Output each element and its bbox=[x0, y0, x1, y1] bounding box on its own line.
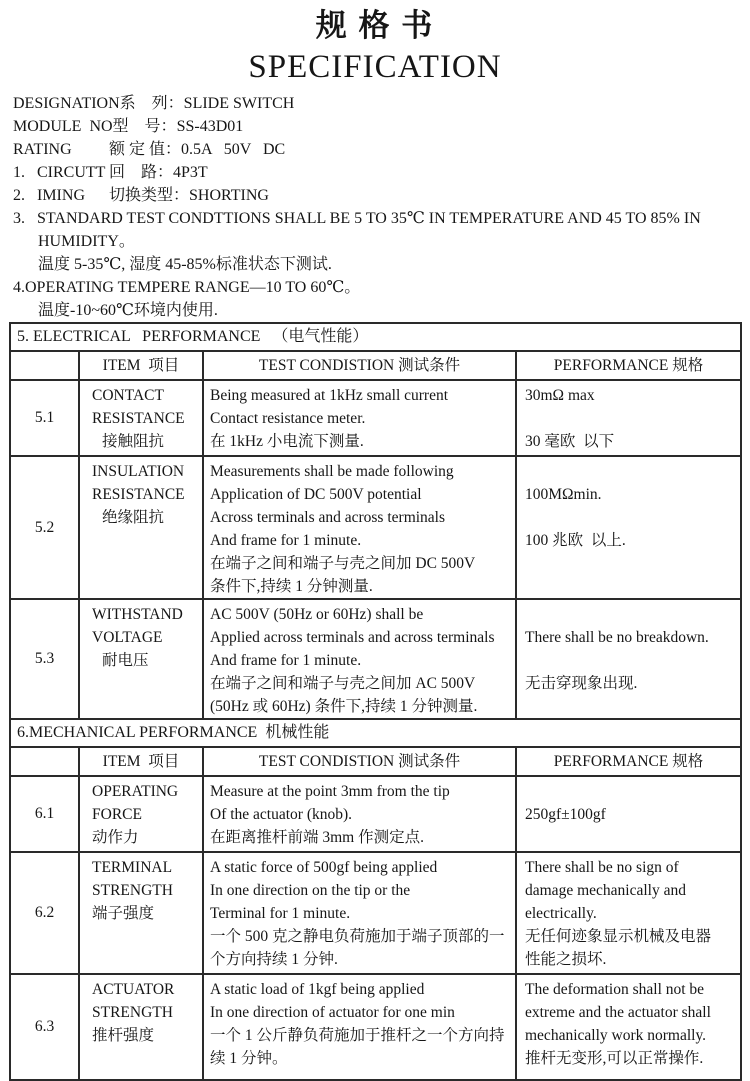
text-line: 一个 500 克之静电负荷施加于端子顶部的一 bbox=[210, 928, 505, 945]
text-line: And frame for 1 minute. bbox=[210, 652, 362, 669]
text-line: electrically. bbox=[525, 905, 597, 922]
test-condition-cell bbox=[204, 853, 517, 973]
text-line: mechanically work normally. bbox=[525, 1027, 707, 1044]
text-line: 接触阻抗 bbox=[102, 433, 165, 450]
rating-value: 0.5A 50V DC bbox=[181, 141, 286, 158]
column-header-performance: PERFORMANCE 规格 bbox=[553, 753, 704, 770]
rating-label: RATING bbox=[13, 141, 72, 158]
text-line: A static force of 500gf being applied bbox=[210, 859, 438, 876]
circuit-value: 4P3T bbox=[173, 164, 208, 181]
timing-label-cjk: 切换类型： bbox=[109, 187, 190, 204]
table-row-terminal-strength bbox=[11, 853, 740, 975]
text-line: 无任何迹象显示机械及电器 bbox=[525, 928, 712, 945]
item-cell bbox=[80, 457, 204, 598]
document-title-english: SPECIFICATION bbox=[248, 49, 502, 85]
text-line: 条件下,持续 1 分钟测量. bbox=[210, 578, 373, 595]
text-line: There shall be no sign of bbox=[525, 859, 679, 876]
performance-cell bbox=[517, 975, 740, 1079]
text-line: Measure at the point 3mm from the tip bbox=[210, 783, 450, 800]
text-line: 绝缘阻抗 bbox=[102, 509, 165, 526]
text-line: There shall be no breakdown. bbox=[525, 629, 709, 646]
text-line: RESISTANCE bbox=[92, 486, 185, 503]
specification-document bbox=[0, 6, 750, 1067]
text-line bbox=[525, 506, 740, 529]
text-line: 在距离推杆前端 3mm 作测定点. bbox=[210, 829, 424, 846]
text-line bbox=[525, 649, 740, 672]
text-line: 30 毫欧 以下 bbox=[525, 433, 615, 450]
electrical-section-title: 5. ELECTRICAL PERFORMANCE （电气性能） bbox=[11, 324, 740, 352]
text-line: 在端子之间和端子与壳之间加 DC 500V bbox=[210, 555, 476, 572]
test-condition-cell bbox=[204, 777, 517, 851]
text-line: 耐电压 bbox=[102, 652, 149, 669]
test-condition-cell bbox=[204, 381, 517, 455]
text-line: In one direction on the tip or the bbox=[210, 882, 411, 899]
text-line: VOLTAGE bbox=[92, 629, 163, 646]
timing-line bbox=[13, 184, 750, 207]
text-line bbox=[525, 407, 740, 430]
test-condition-cell bbox=[204, 600, 517, 718]
performance-cell bbox=[517, 600, 740, 718]
text-line: Of the actuator (knob). bbox=[210, 806, 353, 823]
text-line: Being measured at 1kHz small current bbox=[210, 387, 449, 404]
text-line: RESISTANCE bbox=[92, 410, 185, 427]
column-header-test-condition: TEST CONDISTION 测试条件 bbox=[204, 748, 517, 775]
electrical-performance-table bbox=[9, 322, 742, 720]
performance-cell bbox=[517, 777, 740, 851]
text-line: OPERATING bbox=[92, 783, 179, 800]
row-number: 5.2 bbox=[11, 457, 80, 598]
text-line bbox=[525, 780, 740, 803]
text-line: And frame for 1 minute. bbox=[210, 532, 362, 549]
item-cell bbox=[80, 600, 204, 718]
table-row-contact-resistance bbox=[11, 381, 740, 457]
text-line: 动作力 bbox=[92, 829, 139, 846]
operating-temp-range-cjk: 温度-10~60℃环境内使用. bbox=[38, 302, 218, 319]
text-line: WITHSTAND bbox=[92, 606, 183, 623]
text-line: Across terminals and across terminals bbox=[210, 509, 446, 526]
rating-line bbox=[13, 138, 750, 161]
text-line: The deformation shall not be bbox=[525, 981, 705, 998]
item-cell bbox=[80, 777, 204, 851]
table-row-operating-force bbox=[11, 777, 740, 853]
text-line: extreme and the actuator shall bbox=[525, 1004, 711, 1021]
timing-value: SHORTING bbox=[189, 187, 269, 204]
module-no-value: SS-43D01 bbox=[176, 118, 244, 135]
item-cell bbox=[80, 381, 204, 455]
column-header-performance: PERFORMANCE 规格 bbox=[553, 357, 704, 374]
text-line: Measurements shall be made following bbox=[210, 463, 454, 480]
item-cell bbox=[80, 975, 204, 1079]
performance-cell bbox=[517, 853, 740, 973]
text-line: 在端子之间和端子与壳之间加 AC 500V bbox=[210, 675, 476, 692]
text-line bbox=[525, 460, 740, 483]
text-line: 250gf±100gf bbox=[525, 806, 606, 823]
text-line: Applied across terminals and across terminals bbox=[210, 629, 495, 646]
mechanical-performance-table bbox=[9, 720, 742, 1081]
text-line: 端子强度 bbox=[92, 905, 155, 922]
operating-temp-range-line: 4.OPERATING TEMPERE RANGE—10 TO 60℃。 bbox=[13, 279, 361, 296]
column-header-item: ITEM 项目 bbox=[80, 352, 204, 379]
text-line: Contact resistance meter. bbox=[210, 410, 366, 427]
text-line: (50Hz 或 60Hz) 条件下,持续 1 分钟测量. bbox=[210, 698, 478, 715]
circuit-label: 1. CIRCUTT bbox=[13, 164, 106, 181]
text-line: A static load of 1kgf being applied bbox=[210, 981, 425, 998]
module-no-label: MODULE NO bbox=[13, 118, 113, 135]
text-line: STRENGTH bbox=[92, 1004, 173, 1021]
text-line bbox=[525, 603, 740, 626]
timing-label: 2. IMING bbox=[13, 187, 85, 204]
text-line: 性能之损坏. bbox=[525, 951, 607, 968]
designation-value: SLIDE SWITCH bbox=[183, 95, 295, 112]
electrical-header-row bbox=[11, 352, 740, 381]
text-line: 一个 1 公斤静负荷施加于推杆之一个方向持 bbox=[210, 1027, 505, 1044]
text-line: damage mechanically and bbox=[525, 882, 686, 899]
text-line: 100 兆欧 以上. bbox=[525, 532, 626, 549]
text-line: 100MΩmin. bbox=[525, 486, 602, 503]
text-line: CONTACT bbox=[92, 387, 164, 404]
circuit-label-cjk: 回 路： bbox=[109, 164, 174, 181]
performance-cell bbox=[517, 381, 740, 455]
column-header-item: ITEM 项目 bbox=[80, 748, 204, 775]
text-line: 续 1 分钟。 bbox=[210, 1050, 288, 1067]
module-no-label-cjk: 型 号： bbox=[112, 118, 177, 135]
row-number: 5.3 bbox=[11, 600, 80, 718]
text-line: 30mΩ max bbox=[525, 387, 595, 404]
text-line: TERMINAL bbox=[92, 859, 173, 876]
text-line: 无击穿现象出现. bbox=[525, 675, 638, 692]
text-line: ACTUATOR bbox=[92, 981, 175, 998]
standard-test-conditions-line1: 3. STANDARD TEST CONDTTIONS SHALL BE 5 TO 35℃ IN TEMPERATURE AND 45 TO 85% IN bbox=[13, 210, 701, 227]
column-header-test-condition: TEST CONDISTION 测试条件 bbox=[204, 352, 517, 379]
text-line: In one direction of actuator for one min bbox=[210, 1004, 455, 1021]
table-row-withstand-voltage bbox=[11, 600, 740, 718]
header-empty-cell bbox=[11, 748, 80, 775]
standard-test-conditions-line2: HUMIDITY。 bbox=[38, 233, 135, 250]
text-line: Application of DC 500V potential bbox=[210, 486, 422, 503]
row-number: 6.1 bbox=[11, 777, 80, 851]
mechanical-section-title: 6.MECHANICAL PERFORMANCE 机械性能 bbox=[11, 720, 740, 748]
performance-cell bbox=[517, 457, 740, 598]
header-info-block bbox=[13, 92, 750, 322]
designation-line bbox=[13, 92, 750, 115]
mechanical-header-row bbox=[11, 748, 740, 777]
text-line: 个方向持续 1 分钟. bbox=[210, 951, 338, 968]
text-line: INSULATION bbox=[92, 463, 185, 480]
header-empty-cell bbox=[11, 352, 80, 379]
table-row-insulation-resistance bbox=[11, 457, 740, 600]
test-condition-cell bbox=[204, 975, 517, 1079]
text-line: AC 500V (50Hz or 60Hz) shall be bbox=[210, 606, 424, 623]
item-cell bbox=[80, 853, 204, 973]
designation-label-cjk: 系 列： bbox=[119, 95, 184, 112]
table-row-actuator-strength bbox=[11, 975, 740, 1079]
row-number: 5.1 bbox=[11, 381, 80, 455]
row-number: 6.2 bbox=[11, 853, 80, 973]
text-line: 在 1kHz 小电流下测量. bbox=[210, 433, 364, 450]
rating-label-cjk: 额 定 值： bbox=[109, 141, 182, 158]
text-line: FORCE bbox=[92, 806, 142, 823]
text-line: 推杆无变形,可以正常操作. bbox=[525, 1050, 704, 1067]
designation-label: DESIGNATION bbox=[13, 95, 120, 112]
module-no-line bbox=[13, 115, 750, 138]
test-condition-cell bbox=[204, 457, 517, 598]
row-number: 6.3 bbox=[11, 975, 80, 1079]
text-line: Terminal for 1 minute. bbox=[210, 905, 351, 922]
circuit-line bbox=[13, 161, 750, 184]
document-title-chinese: 规 格 书 bbox=[315, 8, 435, 43]
standard-test-conditions-cjk: 温度 5-35℃, 湿度 45-85%标准状态下测试. bbox=[38, 256, 332, 273]
text-line: 推杆强度 bbox=[92, 1027, 155, 1044]
text-line: STRENGTH bbox=[92, 882, 173, 899]
